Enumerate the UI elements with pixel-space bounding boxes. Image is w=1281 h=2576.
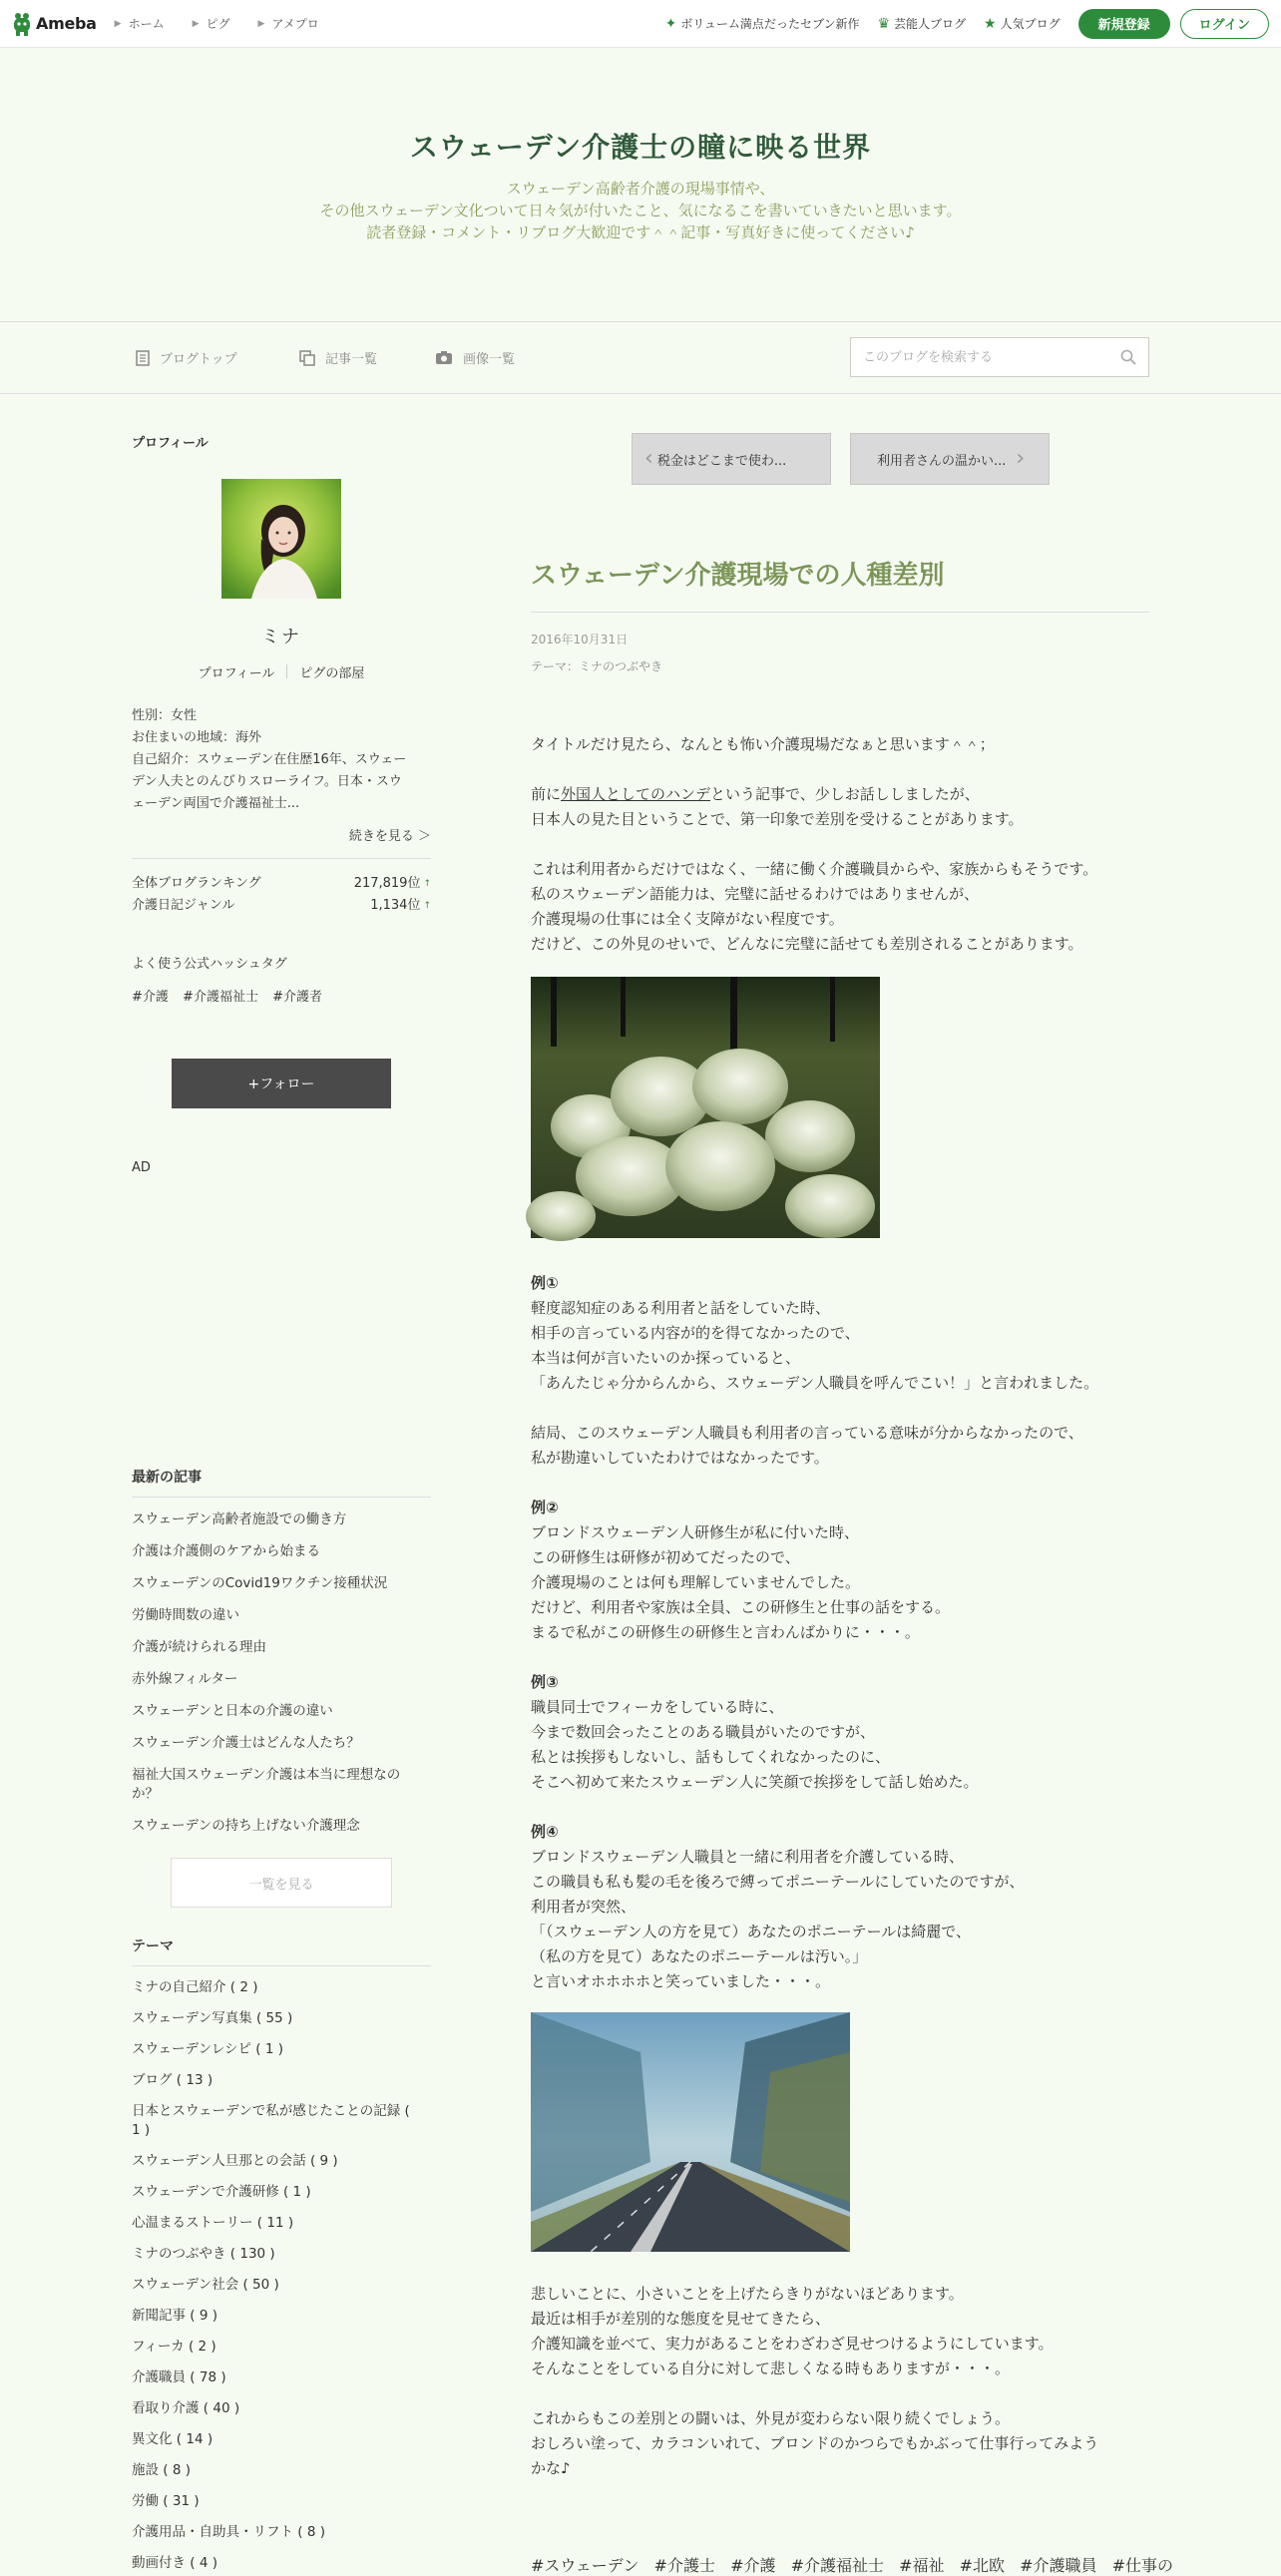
article-text-part: 前に	[531, 785, 562, 803]
example-heading	[531, 1670, 1149, 1695]
article-text: この研修生は研修が初めてだったので、	[531, 1548, 800, 1566]
login-button[interactable]: ログイン	[1180, 9, 1269, 39]
latest-article-link[interactable]: 介護が続けられる理由	[132, 1639, 266, 1655]
article-list-label: 記事一覧	[325, 352, 378, 367]
article-text: 相手の言っている内容が的を得てなかったので、	[531, 1324, 860, 1342]
divider	[132, 858, 431, 859]
theme-link[interactable]: 心温まるストーリー ( 11 )	[132, 2215, 294, 2231]
article-text: 介護現場のことは何も理解していませんでした。	[531, 1573, 861, 1591]
latest-article-link[interactable]: スウェーデン高齢者施設での働き方	[132, 1511, 347, 1527]
article-text: 最近は相手が差別的な態度を見せてきたら、	[531, 2310, 831, 2328]
theme-heading: テーマ	[132, 1935, 431, 1966]
article-text: 今まで数回会ったことのある職員がいたのですが、	[531, 1723, 876, 1741]
article-text-part: という記事で、少しお話ししましたが、	[710, 785, 980, 803]
nav-pigg-label: ピグ	[206, 17, 230, 31]
theme-link[interactable]: フィーカ ( 2 )	[132, 2339, 216, 2355]
avatar[interactable]	[221, 479, 341, 599]
latest-article-link[interactable]: スウェーデンのCovid19ワクチン接種状況	[132, 1575, 388, 1591]
article-image-road[interactable]	[531, 2012, 1149, 2260]
example-heading	[531, 1271, 1149, 1296]
nav-amepro-label: アメプロ	[271, 17, 319, 31]
article-text: だけど、利用者や家族は全員、この研修生と仕事の話をする。	[531, 1598, 951, 1616]
article-text: （私の方を見て）あなたのポニーテールは汚い。」	[531, 1947, 868, 1965]
view-all-button[interactable]: 一覧を見る	[171, 1858, 392, 1908]
header-link-celeb-blog[interactable]	[877, 15, 966, 32]
latest-article-link[interactable]: スウェーデン介護士はどんな人たち？	[132, 1735, 360, 1751]
profile-line: 自己紹介：スウェーデン在住歴16年、スウェー	[132, 752, 407, 767]
header-link-popular-blog[interactable]	[984, 15, 1061, 32]
hashtag[interactable]: #介護者	[272, 990, 322, 1005]
theme-link[interactable]: ブログ ( 13 )	[132, 2072, 214, 2088]
article-text: 職員同士でフィーカをしている時に、	[531, 1698, 784, 1716]
theme-link[interactable]: 労働 ( 31 )	[132, 2493, 200, 2509]
next-article-label: 利用者さんの温かい...	[877, 453, 1007, 469]
article-text: まるで私がこの研修生の研修生と言わんばかりに・・・。	[531, 1623, 920, 1641]
article-list-link[interactable]	[299, 348, 377, 367]
ranking-label: 介護日記ジャンル	[132, 898, 235, 913]
latest-article-line: 福祉大国スウェーデン介護は本当に理想なの	[132, 1767, 401, 1783]
article-text: 結局、このスウェーデン人職員も利用者の言っている意味が分からなかったので、	[531, 1424, 1083, 1442]
article-text: かな♪	[531, 2459, 571, 2477]
article-text: 介護知識を並べて、実力があることをわざわざ見せつけるようにしています。	[531, 2335, 1054, 2353]
latest-article-link[interactable]: スウェーデンと日本の介護の違い	[132, 1703, 333, 1719]
hashtag[interactable]: #介護職員	[1020, 2556, 1097, 2575]
profile-heading: プロフィール	[132, 436, 209, 451]
sparkle-icon: ✦	[664, 15, 677, 32]
crown-icon: ♛	[877, 15, 891, 32]
follow-button[interactable]: +フォロー	[172, 1059, 391, 1108]
article-text: 本当は何が言いたいのか探っていると、	[531, 1349, 801, 1367]
hashtag[interactable]: #北欧	[959, 2556, 1006, 2575]
hashtag[interactable]: #スウェーデン	[531, 2556, 640, 2575]
article-text: ブロンドスウェーデン人研修生が私に付いた時、	[531, 1523, 859, 1541]
article-text: そんなことをしている自分に対して悲しくなる時もありますが・・・。	[531, 2360, 1011, 2377]
article-hashtags	[531, 2553, 1174, 2576]
chevron-right-icon: ▶	[192, 18, 200, 29]
latest-article-link[interactable]	[132, 1766, 431, 1804]
theme-link[interactable]: 新聞記事 ( 9 )	[132, 2308, 217, 2324]
article-theme-link[interactable]: テーマ：ミナのつぶやき	[531, 659, 663, 673]
example-heading	[531, 1820, 1149, 1845]
blog-desc-line: 読者登録・コメント・リブログ大歓迎です＾＾記事・写真好きに使ってください♪	[366, 223, 915, 241]
example-heading-text: 例③	[531, 1673, 559, 1691]
hashtag-list	[132, 986, 431, 1005]
profile-line: 性別：女性	[132, 708, 198, 723]
profile-line: ェーデン両国で介護福祉士...	[132, 796, 300, 811]
theme-link[interactable]: 介護用品・自助具・リフト ( 8 )	[132, 2524, 325, 2540]
global-header	[0, 0, 1281, 48]
article-text: と言いオホホホホと笑っていました・・・。	[531, 1972, 831, 1990]
chevron-right-icon: ▶	[114, 18, 122, 29]
article-text: 私とは挨拶もしないし、話もしてくれなかったのに、	[531, 1748, 891, 1766]
theme-line: 1 )	[132, 2122, 151, 2138]
hashtag[interactable]: #介護福祉士	[183, 990, 258, 1005]
global-nav	[115, 15, 347, 32]
profile-section	[132, 432, 431, 1175]
article-text: この職員も私も髪の毛を後ろで縛ってポニーテールにしていたのですが、	[531, 1873, 1025, 1891]
theme-link[interactable]	[132, 2102, 431, 2140]
image-list-label: 画像一覧	[463, 352, 516, 367]
register-button[interactable]: 新規登録	[1078, 9, 1170, 39]
example-heading-text: 例②	[531, 1499, 559, 1516]
article-text: これは利用者からだけではなく、一緒に働く介護職員からや、家族からもそうです。	[531, 860, 1098, 878]
article-text	[531, 782, 1149, 807]
latest-article-line: か？	[132, 1786, 159, 1802]
chevron-left-icon: ‹	[644, 446, 653, 471]
theme-link[interactable]: 介護職員 ( 78 )	[132, 2369, 226, 2385]
article-text: そこへ初めて来たスウェーデン人に笑顔で挨拶をして話し始めた。	[531, 1773, 979, 1791]
blog-search-input[interactable]	[851, 349, 1104, 366]
nav-amepro[interactable]	[258, 15, 319, 32]
theme-link[interactable]: 異文化 ( 14 )	[132, 2431, 214, 2447]
ranking-value: 1,134位	[370, 898, 421, 913]
blog-search	[850, 337, 1149, 377]
article-text: 私が勘違いしていたわけではなかったです。	[531, 1449, 829, 1467]
article-text: だけど、この外見のせいで、どんなに完璧に話せても差別されることがあります。	[531, 935, 1083, 953]
nav-home-label: ホーム	[128, 17, 165, 31]
nav-home[interactable]	[115, 15, 165, 32]
nav-pigg[interactable]	[193, 15, 230, 32]
header-link-celeb-label: 芸能人ブログ	[894, 17, 967, 31]
ranking-value: 217,819位	[353, 876, 421, 891]
hashtag[interactable]: #福祉	[899, 2556, 945, 2575]
example-heading-text: 例④	[531, 1823, 559, 1841]
hashtag[interactable]: #介護福祉士	[790, 2556, 884, 2575]
ranking-row[interactable]	[132, 895, 431, 917]
example-heading-text: 例①	[531, 1274, 559, 1292]
article-date: 2016年10月31日	[531, 633, 629, 646]
article-text: 私のスウェーデン語能力は、完璧に話せるわけではありませんが、	[531, 885, 980, 903]
header-link-seven-label: ボリューム満点だったセブン新作	[680, 17, 860, 31]
hashtag[interactable]: #介護	[730, 2556, 776, 2575]
article-text: 軽度認知症のある利用者と話をしていた時、	[531, 1299, 831, 1317]
prev-article-label: 税金はどこまで使わ...	[656, 453, 787, 469]
header-right	[665, 9, 1281, 39]
theme-link[interactable]: スウェーデン社会 ( 50 )	[132, 2277, 279, 2293]
blog-desc-line: スウェーデン高齢者介護の現場事情や、	[506, 180, 775, 198]
next-article-button[interactable]	[850, 433, 1050, 485]
theme-link[interactable]: スウェーデンで介護研修 ( 1 )	[132, 2184, 311, 2200]
theme-link[interactable]: スウェーデン人旦那との会話 ( 9 )	[132, 2153, 338, 2169]
latest-heading: 最新の記事	[132, 1467, 431, 1498]
article-text: おしろい塗って、カラコンいれて、ブロンドのかつらでもかぶって仕事行ってみよう	[531, 2434, 1099, 2452]
theme-link[interactable]: ミナのつぶやき ( 130 )	[132, 2246, 275, 2262]
example-heading	[531, 1496, 1149, 1520]
hashtag[interactable]: #介護士	[653, 2556, 715, 2575]
chevron-right-icon: ▶	[257, 18, 265, 29]
blog-nav	[0, 322, 1281, 394]
arrow-up-icon: ↑	[423, 879, 431, 889]
theme-link[interactable]: ミナの自己紹介 ( 2 )	[132, 1979, 258, 1995]
profile-line: デン人夫とのんびりスローライフ。日本・スウ	[132, 774, 402, 789]
article-text: 利用者が突然、	[531, 1898, 637, 1916]
article-text: ブロンドスウェーデン人職員と一緒に利用者を介護している時、	[531, 1848, 964, 1866]
camera-icon	[435, 350, 453, 365]
blog-desc-line: その他スウェーデン文化ついて日々気が付いたこと、気になるこを書いていきたいと思います。	[319, 202, 962, 219]
article-text: 介護現場の仕事には全く支障がない程度です。	[531, 910, 844, 928]
nickname[interactable]: ミナ	[261, 627, 301, 647]
related-article-link[interactable]: 外国人としてのハンデ	[561, 785, 711, 803]
article-text: これからもこの差別との闘いは、外見が変わらない限り続くでしょう。	[531, 2409, 1011, 2427]
article-title[interactable]: スウェーデン介護現場での人種差別	[531, 555, 1149, 613]
theme-link[interactable]: スウェーデン写真集 ( 55 )	[132, 2010, 293, 2026]
theme-line: 日本とスウェーデンで私が感じたことの記録 (	[132, 2103, 410, 2119]
profile-link[interactable]: プロフィール	[198, 666, 275, 681]
search-icon[interactable]	[1120, 349, 1136, 365]
ranking-label: 全体ブログランキング	[132, 876, 261, 891]
chevron-right-icon: ›	[1016, 446, 1026, 471]
article-text: 悲しいことに、小さいことを上げたらきりがないほどあります。	[531, 2285, 964, 2303]
article-text: 日本人の見た目ということで、第一印象で差別を受けることがあります。	[531, 810, 1024, 828]
document-icon	[136, 350, 150, 366]
ranking-row[interactable]	[132, 873, 431, 895]
blog-top-label: ブログトップ	[160, 352, 237, 367]
theme-link[interactable]: 施設 ( 8 )	[132, 2462, 191, 2478]
divider	[286, 664, 287, 678]
blog-title-block	[0, 48, 1281, 322]
blog-title[interactable]: スウェーデン介護士の瞳に映る世界	[409, 131, 872, 164]
header-link-popular-label: 人気ブログ	[1000, 17, 1061, 31]
header-link-seven[interactable]	[665, 15, 860, 32]
hashtag[interactable]: #仕事の	[1111, 2556, 1174, 2575]
blog-top-link[interactable]	[136, 348, 237, 367]
article	[531, 555, 1174, 2576]
latest-article-link[interactable]: スウェーデンの持ち上げない介護理念	[132, 1818, 360, 1834]
pigg-room-link[interactable]: ピグの部屋	[299, 666, 365, 681]
article-body	[531, 732, 1149, 2481]
star-icon: ★	[984, 15, 997, 32]
latest-articles	[132, 1467, 431, 1908]
profile-line: お住まいの地域：海外	[132, 730, 262, 745]
article-text: 「あんたじゃ分からんから、スウェーデン人職員を呼んでこい！」と言われました。	[531, 1374, 1099, 1392]
hashtag[interactable]: #介護	[132, 990, 169, 1005]
image-list-link[interactable]	[435, 348, 515, 367]
copy-icon	[299, 350, 315, 366]
theme-link[interactable]: スウェーデンレシピ ( 1 )	[132, 2041, 284, 2057]
hashtag-heading: よく使う公式ハッシュタグ	[132, 957, 287, 972]
blog-description	[0, 178, 1281, 243]
arrow-up-icon: ↑	[423, 901, 431, 911]
profile-more-link[interactable]: 続きを見る ＞	[348, 829, 431, 844]
ameba-mascot-icon	[12, 12, 32, 36]
article-image-moss[interactable]	[531, 977, 1149, 1246]
profile-links	[132, 662, 431, 681]
theme-list	[132, 1935, 431, 2573]
theme-link[interactable]: 動画付き ( 4 )	[132, 2555, 217, 2571]
latest-article-link[interactable]: 介護は介護側のケアから始まる	[132, 1543, 320, 1559]
ad-label: AD	[132, 1160, 151, 1175]
ameba-logo[interactable]	[12, 12, 97, 36]
latest-article-link[interactable]: 赤外線フィルター	[132, 1671, 238, 1687]
logo-text: Ameba	[36, 14, 97, 33]
latest-article-link[interactable]: 労働時間数の違い	[132, 1607, 239, 1623]
article-text: タイトルだけ見たら、なんとも怖い介護現場だなぁと思います＾＾；	[531, 735, 995, 753]
article-text: 「（スウェーデン人の方を見て）あなたのポニーテールは綺麗で、	[531, 1923, 972, 1940]
theme-link[interactable]: 看取り介護 ( 40 )	[132, 2400, 240, 2416]
prev-article-button[interactable]	[632, 433, 831, 485]
profile-details	[132, 705, 431, 815]
